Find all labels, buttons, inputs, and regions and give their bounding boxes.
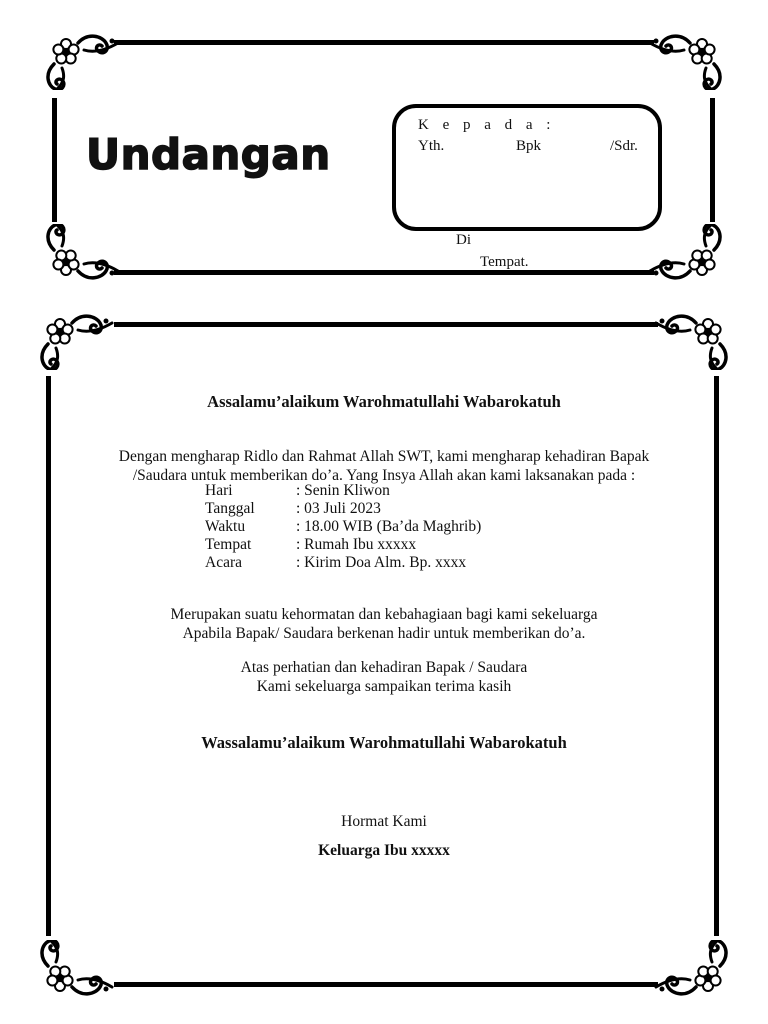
detail-label: Tanggal: [205, 500, 255, 517]
floral-corner-ornament-icon: [652, 314, 728, 370]
recipient-label: K e p a d a :: [418, 117, 556, 133]
detail-value: : Kirim Doa Alm. Bp. xxxx: [296, 554, 467, 571]
thanks-line-1: Atas perhatian dan kehadiran Bapak / Saudara: [240, 659, 528, 676]
floral-corner-ornament-icon: [40, 940, 116, 996]
invitation-title: Undangan: [86, 130, 331, 179]
floral-corner-ornament-icon: [46, 224, 122, 280]
floral-corner-ornament-icon: [652, 940, 728, 996]
honor-line-2: Apabila Bapak/ Saudara berkenan hadir untuk memberikan do’a.: [182, 625, 586, 642]
floral-corner-ornament-icon: [646, 34, 722, 90]
detail-row-hari: [205, 482, 481, 500]
thanks-paragraph: [60, 658, 708, 696]
letter-border-top: [114, 322, 658, 327]
envelope-border-right: [710, 98, 715, 222]
floral-corner-ornament-icon: [46, 34, 122, 90]
detail-value: : 03 Juli 2023: [296, 500, 381, 517]
envelope-border-left: [52, 98, 57, 222]
floral-corner-ornament-icon: [40, 314, 116, 370]
detail-row-tanggal: [205, 500, 481, 518]
recipient-sdr: /Sdr.: [610, 138, 638, 154]
thanks-line-2: Kami sekeluarga sampaikan terima kasih: [256, 678, 512, 695]
detail-value: : 18.00 WIB (Ba’da Maghrib): [296, 518, 482, 535]
address-di: Di: [456, 232, 471, 248]
envelope-border-bottom: [114, 270, 654, 275]
letter-border-bottom: [114, 982, 658, 987]
greeting: Assalamu’alaikum Warohmatullahi Wabarokatuh: [207, 392, 561, 411]
signature: Keluarga Ibu xxxxx: [318, 842, 450, 859]
letter-frame: [40, 314, 728, 996]
detail-row-waktu: [205, 518, 481, 536]
closing-greeting: Wassalamu’alaikum Warohmatullahi Wabarokatuh: [201, 733, 567, 752]
honor-line-1: Merupakan suatu kehormatan dan kebahagiaan bagi kami sekeluarga: [170, 606, 598, 623]
intro-line-1: Dengan mengharap Ridlo dan Rahmat Allah SWT, kami mengharap kehadiran Bapak: [118, 448, 650, 465]
address-tempat: Tempat.: [480, 254, 529, 270]
letter-border-left: [46, 376, 51, 936]
detail-value: : Rumah Ibu xxxxx: [296, 536, 417, 553]
event-details: [205, 482, 481, 572]
recipient-yth: Yth.: [418, 138, 445, 154]
detail-label: Acara: [205, 554, 242, 571]
envelope-border-top: [114, 40, 654, 45]
intro-paragraph: [60, 447, 708, 485]
detail-label: Hari: [205, 482, 233, 499]
honor-paragraph: [60, 605, 708, 643]
detail-label: Waktu: [205, 518, 246, 535]
detail-row-tempat: [205, 536, 481, 554]
detail-label: Tempat: [205, 536, 252, 553]
detail-value: : Senin Kliwon: [296, 482, 390, 499]
recipient-bpk: Bpk: [516, 138, 542, 154]
letter-border-right: [714, 376, 719, 936]
intro-line-2: /Saudara untuk memberikan do’a. Yang Insya Allah akan kami laksanakan pada :: [132, 467, 636, 484]
floral-corner-ornament-icon: [646, 224, 722, 280]
hormat-kami: Hormat Kami: [341, 813, 427, 830]
detail-row-acara: [205, 554, 481, 572]
